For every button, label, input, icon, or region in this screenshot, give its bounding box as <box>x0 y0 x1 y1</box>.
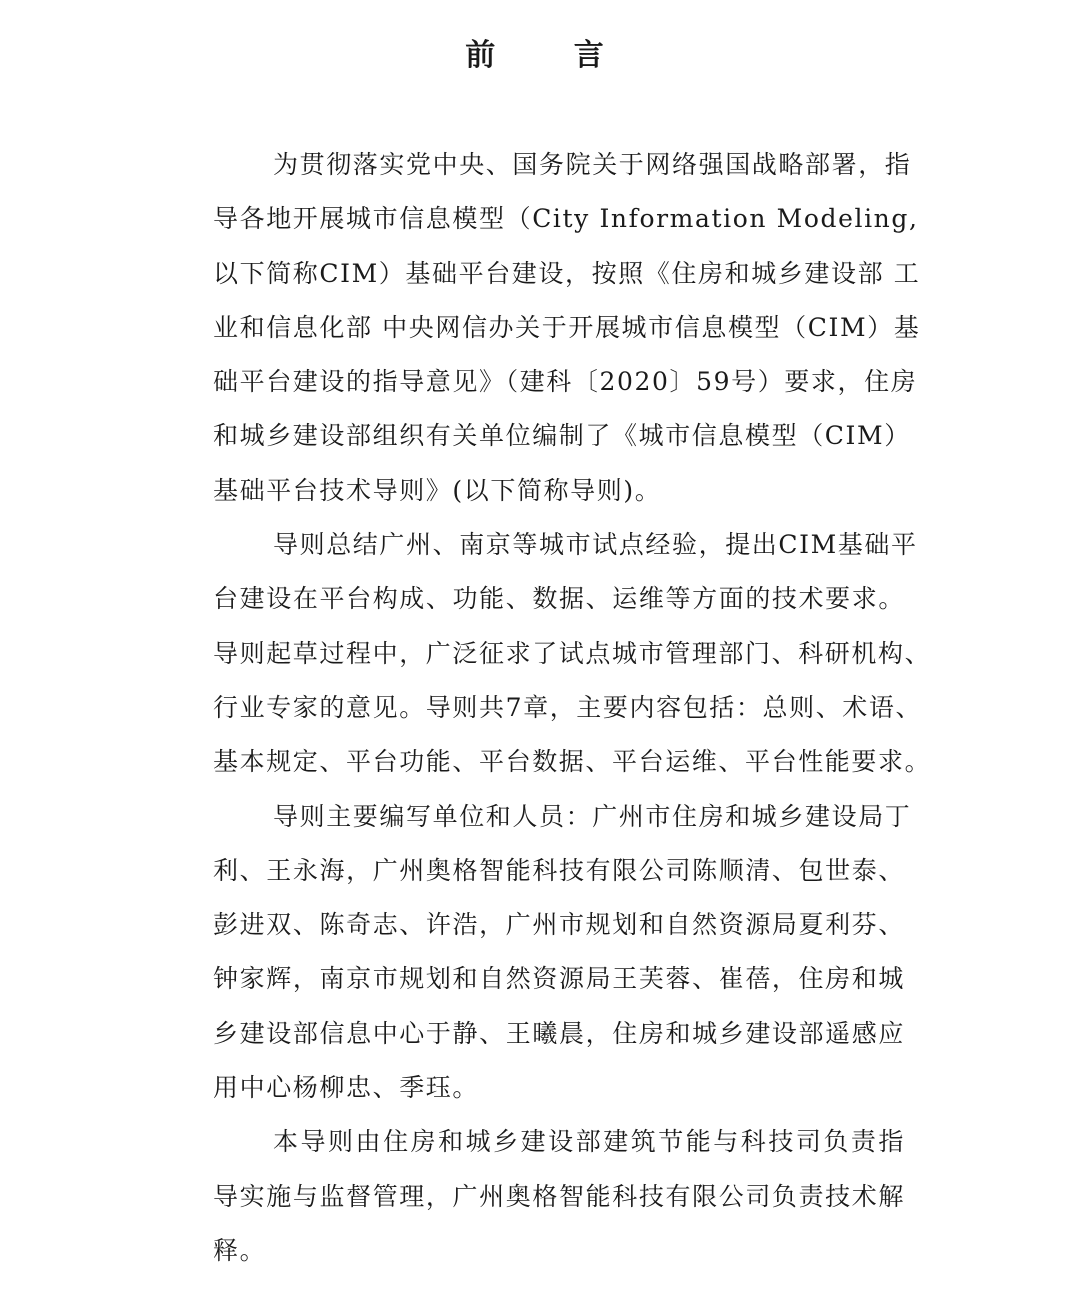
text-line: 乡建设部信息中心于静、王曦晨，住房和城乡建设部遥感应 <box>213 1018 905 1048</box>
text-line: 利、王永海，广州奥格智能科技有限公司陈顺清、包世泰、 <box>213 855 905 885</box>
text-line: 彭进双、陈奇志、许浩，广州市规划和自然资源局夏利芬、 <box>213 910 905 940</box>
text-line: 础平台建设的指导意见》（建科〔2020〕59号）要求，住房 <box>213 367 918 397</box>
text-line: 基础平台技术导则》(以下简称导则)。 <box>213 475 662 505</box>
text-line: 本导则由住房和城乡建设部建筑节能与科技司负责指 <box>273 1127 905 1157</box>
text-line: 导则主要编写单位和人员：广州市住房和城乡建设局丁 <box>273 801 912 831</box>
text-line: 导实施与监督管理，广州奥格智能科技有限公司负责技术解 <box>213 1181 905 1211</box>
text-line: 业和信息化部 中央网信办关于开展城市信息模型（CIM）基 <box>213 312 921 342</box>
paragraph-responsibility <box>153 1115 905 1278</box>
text-line: 导各地开展城市信息模型（City Information Modeling, <box>213 204 919 234</box>
text-line: 钟家辉，南京市规划和自然资源局王芙蓉、崔蓓，住房和城 <box>213 964 905 994</box>
text-line: 台建设在平台构成、功能、数据、运维等方面的技术要求。 <box>213 584 905 614</box>
text-line: 导则起草过程中，广泛征求了试点城市管理部门、科研机构、 <box>213 638 932 668</box>
paragraph-purpose <box>153 138 921 518</box>
paragraph-summary <box>153 518 932 789</box>
paragraph-authors <box>153 790 912 1116</box>
text-line: 用中心杨柳忠、季珏。 <box>213 1073 480 1103</box>
text-line: 基本规定、平台功能、平台数据、平台运维、平台性能要求。 <box>213 747 932 777</box>
text-line: 和城乡建设部组织有关单位编制了《城市信息模型（CIM） <box>213 421 911 451</box>
text-line: 为贯彻落实党中央、国务院关于网络强国战略部署，指 <box>273 150 912 179</box>
text-line: 以下简称CIM）基础平台建设，按照《住房和城乡建设部 工 <box>213 258 921 288</box>
document-body <box>153 138 932 1278</box>
text-line: 导则总结广州、南京等城市试点经验，提出CIM基础平 <box>273 530 918 560</box>
page-title: 前 言 <box>465 38 638 73</box>
text-line: 释。 <box>213 1235 267 1265</box>
text-line: 行业专家的意见。导则共7章，主要内容包括：总则、术语、 <box>213 692 923 722</box>
